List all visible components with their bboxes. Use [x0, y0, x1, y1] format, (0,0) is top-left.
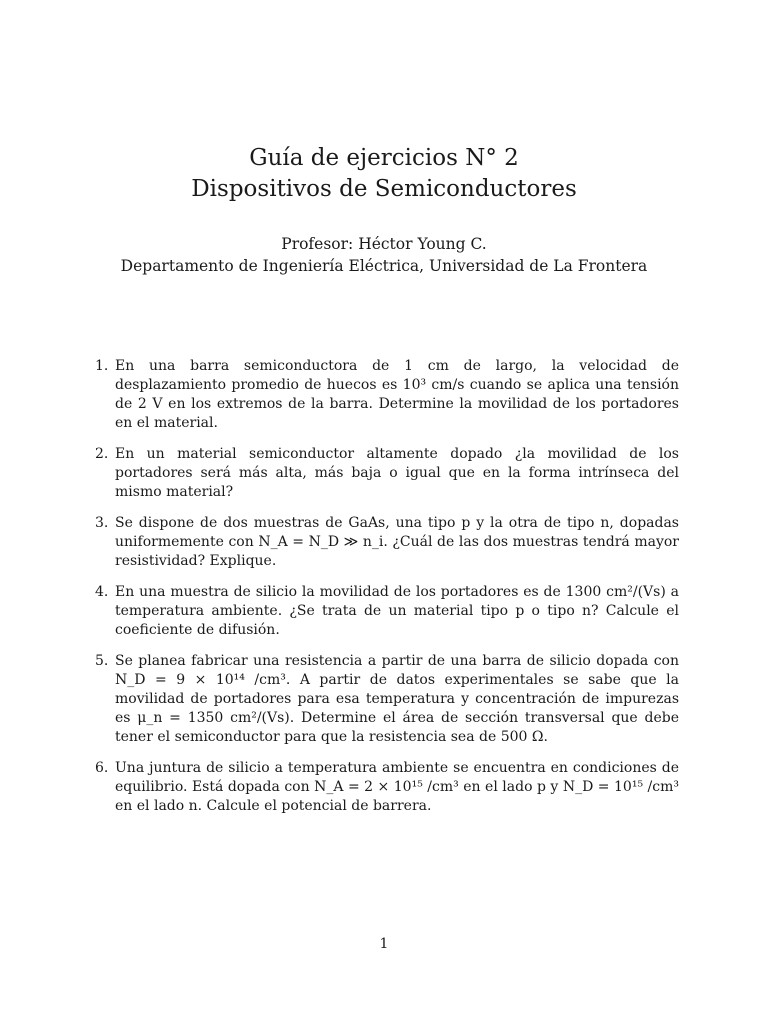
- problem-item: [95, 759, 679, 816]
- problem-text: Se planea fabricar una resistencia a partir de una barra de silicio dopada con N_D = 9 × 10¹⁴ /cm³. A partir de datos experimentales se sabe que la movilidad de portadores para esa temperatura y concentración de impurezas es μ_n = 1350 cm²/(Vs). Determine el área de sección transversal que debe tener el semiconductor para que la resistencia sea de 500 Ω.: [115, 653, 679, 745]
- problem-item: [95, 357, 679, 433]
- problem-text: En un material semiconductor altamente dopado ¿la movilidad de los portadores será más alta, más baja o igual que en la forma intrínseca del mismo material?: [115, 446, 679, 500]
- document-title: [0, 143, 768, 205]
- problem-number: 5.: [95, 653, 109, 669]
- problem-text: En una barra semiconductora de 1 cm de largo, la velocidad de desplazamiento promedio de huecos es 10³ cm/s cuando se aplica una tensión de 2 V en los extremos de la barra. Determine la movilidad de los portadores en el material.: [115, 358, 679, 431]
- problem-text: En una muestra de silicio la movilidad de los portadores es de 1300 cm²/(Vs) a temperatura ambiente. ¿Se trata de un material tipo p o tipo n? Calcule el coeficiente de difusión.: [115, 584, 679, 638]
- problem-list: [95, 357, 679, 828]
- author-block: [0, 233, 768, 277]
- problem-item: [95, 583, 679, 640]
- problem-text: Una juntura de silicio a temperatura ambiente se encuentra en condiciones de equilibrio. Está dopada con N_A = 2 × 10¹⁵ /cm³ en el lado p y N_D = 10¹⁵ /cm³ en el lado n. Calcule el potencial de barrera.: [115, 760, 679, 814]
- problem-item: [95, 652, 679, 747]
- problem-number: 2.: [95, 446, 109, 462]
- title-line-1: Guía de ejercicios N° 2: [249, 145, 519, 171]
- page-number: 1: [379, 936, 389, 952]
- problem-item: [95, 514, 679, 571]
- problem-number: 3.: [95, 515, 109, 531]
- problem-number: 4.: [95, 584, 109, 600]
- department-name: Departamento de Ingeniería Eléctrica, Universidad de La Frontera: [120, 257, 648, 275]
- problem-number: 6.: [95, 760, 109, 776]
- problem-number: 1.: [95, 358, 109, 374]
- title-line-2: Dispositivos de Semiconductores: [191, 176, 577, 202]
- problem-item: [95, 445, 679, 502]
- problem-text: Se dispone de dos muestras de GaAs, una tipo p y la otra de tipo n, dopadas uniformemente con N_A = N_D ≫ n_i. ¿Cuál de las dos muestras tendrá mayor resistividad? Explique.: [115, 515, 679, 569]
- professor-name: Profesor: Héctor Young C.: [281, 235, 487, 253]
